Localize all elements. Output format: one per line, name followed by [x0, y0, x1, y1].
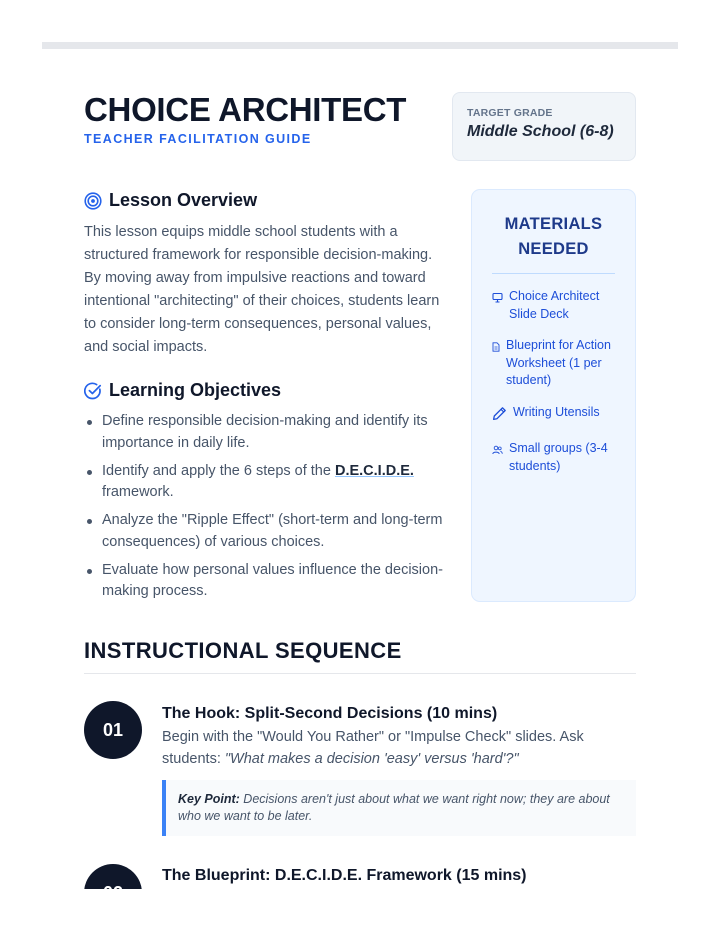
document-icon: [492, 340, 500, 358]
users-icon: [492, 443, 503, 461]
target-grade-card: [452, 92, 636, 161]
material-item: [492, 404, 615, 427]
key-point-callout: [162, 780, 636, 836]
objective-item: [84, 461, 446, 504]
overview-heading-text: Lesson Overview: [109, 190, 258, 210]
step-number-badge: 01: [84, 701, 142, 759]
objectives-list: [84, 411, 446, 609]
objective-item: Define responsible decision-making and identify its importance in daily life.: [84, 411, 446, 454]
step-title: The Hook: Split-Second Decisions (10 mins): [162, 705, 498, 722]
materials-panel: [471, 189, 636, 602]
material-item: [492, 288, 615, 323]
sequence-divider: [84, 673, 636, 674]
page-title: CHOICE ARCHITECT: [84, 91, 407, 128]
decide-highlight: D.E.C.I.D.E.: [334, 462, 414, 479]
step-description-text: Begin with the "Would You Rather" or "Impulse Check" slides. Ask students:: [162, 729, 584, 767]
key-point-label: Key Point:: [178, 792, 240, 806]
overview-text: This lesson equips middle school students with a structured framework for responsible decision-making. By moving away from impulsive reactions and toward intentional "architecting" of their choices, students learn to consider long-term consequences, personal values, and social impacts.: [84, 224, 440, 355]
objective-item: Evaluate how personal values influence the decision-making process.: [84, 560, 446, 603]
objectives-heading-text: Learning Objectives: [109, 380, 282, 400]
monitor-icon: [492, 291, 503, 309]
material-label: Blueprint for Action Worksheet (1 per student): [506, 338, 611, 387]
materials-title: MATERIALS NEEDED: [504, 215, 603, 258]
material-label: Small groups (3-4 students): [509, 441, 608, 473]
step-title: The Blueprint: D.E.C.I.D.E. Framework (15 mins): [162, 867, 527, 884]
materials-divider: [492, 273, 615, 274]
target-icon: [84, 192, 102, 210]
grade-label: TARGET GRADE: [467, 107, 553, 119]
check-circle-icon: [84, 382, 102, 400]
material-item: [492, 440, 615, 475]
grade-value: Middle School (6-8): [467, 123, 614, 140]
document-page: [84, 0, 636, 932]
pencil-icon: [492, 406, 507, 427]
material-label: Writing Utensils: [513, 404, 600, 419]
objective-item: Analyze the "Ripple Effect" (short-term and long-term consequences) of various choices.: [84, 510, 446, 553]
material-label: Choice Architect Slide Deck: [509, 289, 600, 321]
sequence-heading: INSTRUCTIONAL SEQUENCE: [84, 638, 402, 663]
step-description: [162, 726, 636, 770]
overview-heading: [84, 190, 257, 211]
material-item: [492, 337, 615, 390]
materials-list: [492, 288, 615, 475]
objective-suffix: framework.: [102, 484, 174, 500]
key-point-text: Decisions aren't just about what we want right now; they are about who we want to be later.: [178, 792, 610, 823]
step-quote: "What makes a decision 'easy' versus 'hard'?": [224, 751, 519, 767]
page-bottom-mask: [0, 889, 720, 932]
page-subtitle: TEACHER FACILITATION GUIDE: [84, 132, 312, 146]
objectives-heading: [84, 380, 281, 401]
objective-text: Identify and apply the 6 steps of the: [102, 462, 331, 479]
